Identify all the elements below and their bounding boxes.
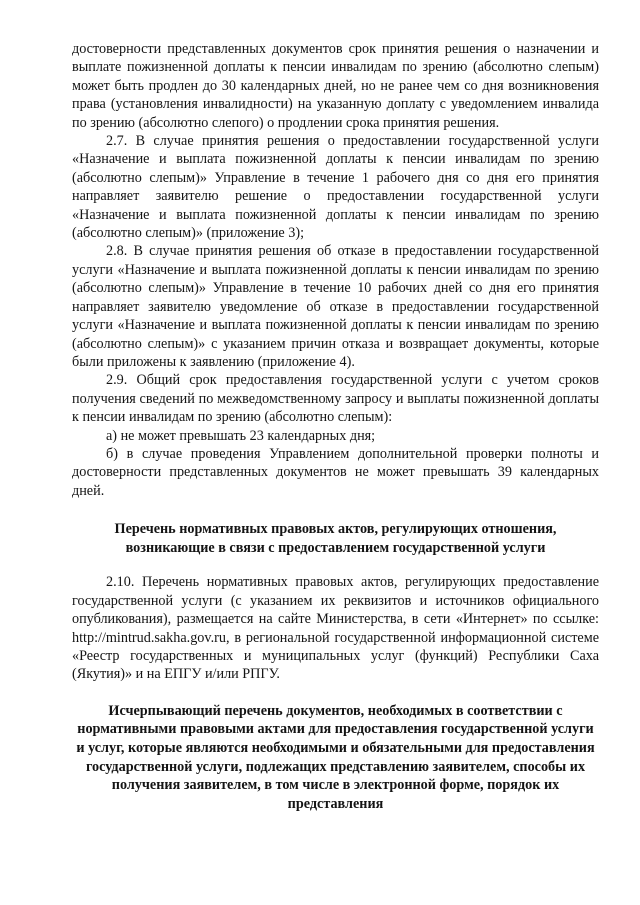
paragraph-2-7: 2.7. В случае принятия решения о предоставлении государственной услуги «Назначение и выплата пожизненной доплаты к пенсии инвалидам по зрению (абсолютно слепым)» Управление в течение 1 рабочего дня со дня его принятия направляет заявителю решение о предоставлении государственной услуги «Назначение и выплата пожизненной доплаты к пенсии инвалидам по зрению (абсолютно слепым)» (приложение 3);	[72, 133, 599, 242]
section-heading-documents: Исчерпывающий перечень документов, необходимых в соответствии с нормативными правовыми актами для предоставления государственной услуги и услуг, которые являются необходимыми и обязательными для предоставления государственной услуги, подлежащих представлению заявителем, способы их получения заявителем, в том числе в электронной форме, порядок их представления	[76, 702, 595, 812]
section-heading-legal-acts: Перечень нормативных правовых актов, регулирующих отношения, возникающие в связи с предоставлением государственной услуги	[114, 521, 557, 556]
paragraph-2-9-b: б) в случае проведения Управлением дополнительной проверки полноты и достоверности представленных документов не может превышать 39 календарных дней.	[72, 445, 599, 499]
paragraph-2-9-a: а) не может превышать 23 календарных дня;	[106, 427, 376, 444]
document-page	[72, 40, 599, 813]
paragraph-2-9: 2.9. Общий срок предоставления государственной услуги с учетом сроков получения сведений по межведомственному запросу и выплаты пожизненной доплаты к пенсии инвалидам по зрению (абсолютно слепым):	[72, 372, 599, 426]
paragraph-continuation: достоверности представленных документов срок принятия решения о назначении и выплате пожизненной доплаты к пенсии инвалидам по зрению (абсолютно слепым) может быть продлен до 30 календарных дней, но не ранее чем со дня возникновения права (установления инвалидности) на указанную доплату с уведомлением инвалида по зрению (абсолютно слепого) о продлении срока принятия решения.	[72, 41, 599, 131]
paragraph-2-8: 2.8. В случае принятия решения об отказе в предоставлении государственной услуги «Назначение и выплата пожизненной доплаты к пенсии инвалидам по зрению (абсолютно слепым)» Управление в течение 10 рабочих дней со дня его принятия направляет заявителю уведомление об отказе в предоставлении государственной услуги «Назначение и выплата пожизненной доплаты к пенсии инвалидам по зрению (абсолютно слепым)» с указанием причин отказа и возвращает документы, которые были приложены к заявлению (приложение 4).	[72, 243, 599, 370]
paragraph-2-10: 2.10. Перечень нормативных правовых актов, регулирующих предоставление государственной услуги (с указанием их реквизитов и источников официального опубликования), размещается на сайте Министерства, в сети «Интернет» по ссылке: http://mintrud.sakha.gov.ru, в региональной государственной информационной системе «Реестр государственных и муниципальных услуг (функций) Республики Саха (Якутия)» и на ЕПГУ и/или РПГУ.	[72, 574, 599, 683]
